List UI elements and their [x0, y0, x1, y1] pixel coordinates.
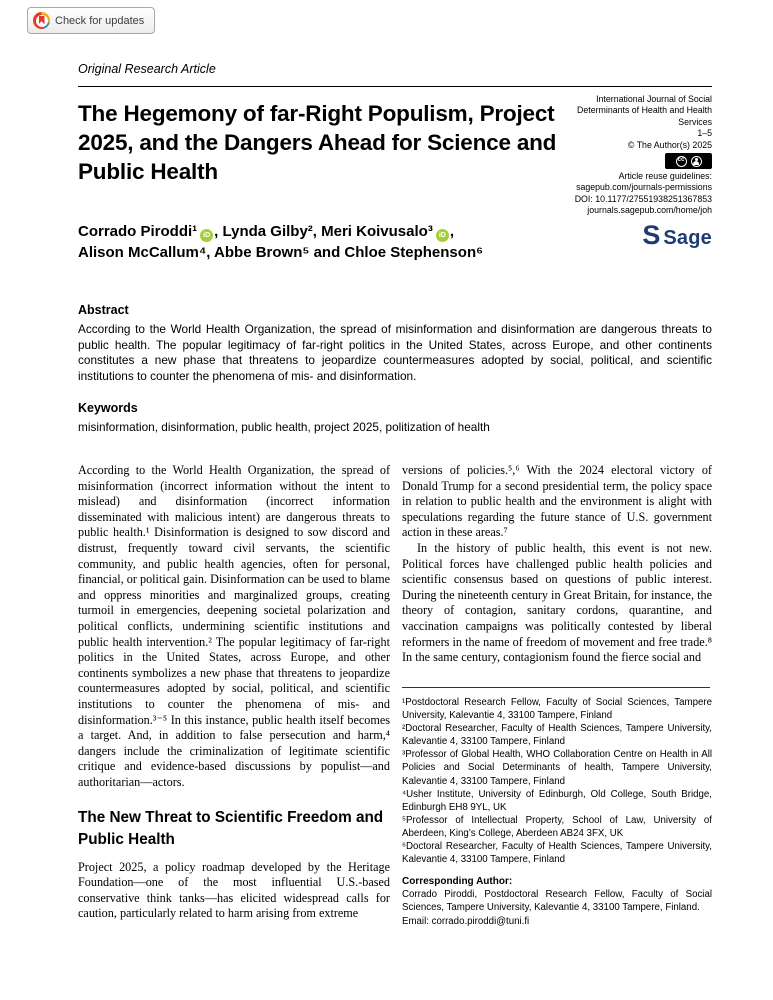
check-for-updates-label: Check for updates: [55, 14, 145, 27]
keywords-heading: Keywords: [78, 401, 138, 415]
crossmark-icon: [33, 12, 50, 29]
sage-logo-s-glyph: S: [642, 219, 661, 250]
cc-by-person-icon: [691, 156, 702, 167]
affiliation-footnote: ¹Postdoctoral Research Fellow, Faculty of Social Sciences, Tampere University, Kalevantie 4, 33100 Tampere, Finland: [402, 697, 712, 722]
corresponding-author-heading: Corresponding Author:: [402, 876, 513, 888]
abstract-heading: Abstract: [78, 303, 129, 317]
abstract-section: [78, 303, 712, 385]
header-rule: [78, 86, 712, 87]
journal-name-line: Determinants of Health and Health: [577, 105, 712, 116]
keywords-text: misinformation, disinformation, public health, project 2025, politization of health: [78, 420, 490, 434]
affiliation-footnote: ³Professor of Global Health, WHO Collaboration Centre on Health in All Policies and Social Determinants of health, Tampere University, Kalevantie 4, 33100 Tampere, Finland: [402, 749, 712, 787]
body-paragraph: In the history of public health, this event is not new. Political forces have challenged public health policies and scientific consensus based on questions of public interest. During the nineteenth century in Great Britain, for instance, the theory of contagion, sanitary cordons, quarantine, and vaccination campaigns was politically contested by liberal reformers in the name of freedom of movement and free trade.⁸ In the same century, contagionism found the fierce social and: [402, 540, 712, 665]
orcid-icon[interactable]: iD: [200, 229, 213, 242]
authors-block: [78, 221, 598, 263]
cc-icon: cc: [676, 156, 687, 167]
permissions-link[interactable]: sagepub.com/journals-permissions: [576, 182, 712, 193]
doi-line: DOI: 10.1177/27551938251367853: [574, 193, 712, 204]
page-range: 1–5: [697, 128, 712, 139]
footnotes-block: [402, 696, 712, 928]
author-name: , Lynda Gilby², Meri Koivusalo³: [214, 223, 433, 240]
journal-name-line: Services: [678, 116, 712, 127]
section-heading: The New Threat to Scientific Freedom and Public Health: [78, 809, 384, 848]
orcid-icon[interactable]: iD: [436, 229, 449, 242]
authors-line-2: Alison McCallum⁴, Abbe Brown⁵ and Chloe Stephenson⁶: [78, 244, 484, 261]
corresponding-author-email: Email: corrado.piroddi@tuni.fi: [402, 915, 530, 927]
body-paragraph: versions of policies.⁵,⁶ With the 2024 electoral victory of Donald Trump for a second presidential term, the policy space in relation to public health and the environment is alight with speculations regarding the future stance of U.S. government action in these areas.⁷: [402, 463, 712, 540]
affiliation-footnote: ²Doctoral Researcher, Faculty of Health Sciences, Tampere University, Kalevantie 4, 33100 Tampere, Finland: [402, 723, 712, 748]
copyright-line: © The Author(s) 2025: [627, 139, 712, 150]
cc-by-license-badge[interactable]: [665, 153, 712, 169]
journal-name-line: International Journal of Social: [596, 94, 712, 104]
reuse-guidelines-label: Article reuse guidelines:: [618, 171, 712, 182]
affiliation-footnote: ⁵Professor of Intellectual Property, School of Law, University of Aberdeen, King’s College, Aberdeen AB24 3FX, UK: [402, 814, 712, 839]
body-column-left: [78, 463, 390, 922]
corresponding-author-text: Corrado Piroddi, Postdoctoral Research Fellow, Faculty of Social Sciences, Tampere University, Kalevantie 4, 33100 Tampere, Finland.: [402, 889, 712, 914]
author-name: Corrado Piroddi¹: [78, 223, 198, 240]
body-column-right: [402, 463, 712, 666]
page-title: The Hegemony of far-Right Populism, Project 2025, and the Dangers Ahead for Science and Public Health: [78, 101, 557, 185]
body-paragraph: Project 2025, a policy roadmap developed by the Heritage Foundation—one of the most influential U.S.-based conservative think tanks—has elicited widespread calls for caution, particularly related to harm arising from extreme: [78, 859, 390, 921]
check-for-updates-button[interactable]: [27, 7, 155, 34]
article-type-label: Original Research Article: [78, 62, 216, 76]
authors-separator: ,: [449, 223, 454, 240]
authors-line-1: [78, 221, 598, 242]
journal-home-link[interactable]: journals.sagepub.com/home/joh: [587, 205, 712, 216]
affiliation-footnote: ⁴Usher Institute, University of Edinburgh, Old College, South Bridge, Edinburgh EH8 9YL, UK: [402, 788, 712, 813]
affiliation-footnote: ⁶Doctoral Researcher, Faculty of Health Sciences, Tampere University, Kalevantie 4, 33100 Tampere, Finland: [402, 841, 712, 866]
keywords-section: [78, 401, 712, 436]
footnote-separator: [402, 687, 710, 688]
abstract-text: According to the World Health Organization, the spread of misinformation and disinformation are dangerous threats to public health. The popular legitimacy of far-right politics in the United States, across Europe, and other continents constitutes a new phase that threatens to jeopardize countermeasures adopted by social, political, and scientific institutions to counter the phenomena of mis- and disinformation.: [78, 322, 712, 384]
body-paragraph: According to the World Health Organization, the spread of misinformation (incorrect information without the intent to mislead) and disinformation (incorrect information disseminated with malicious intent) are dangerous threats to public health.¹ Disinformation is designed to sow discord and distrust, frequently toward civil servants, the scientific community, and public health agencies, often for personal, financial, or political gain. Disinformation can be used to blame and oppress minorities and marginalized groups, creating turmoil in emergencies, deepening societal polarization and political conflicts, undermining scientific institutions and public health intervention.² The popular legitimacy of far-right politics in the United States, across Europe, and other continents symbolizes a new phase that threatens to jeopardize countermeasures adopted by social, political, and scientific institutions to counter the phenomena of mis- and disinformation.³⁻⁵ In this instance, public health itself becomes a target. And, in addition to false persecution and harm,⁴ dangers include the criminalization of legitimate scientific critique and evidence-based discussions by populist—and authoritarian—actors.: [78, 463, 390, 789]
sage-logo-wordmark: Sage: [663, 226, 712, 249]
